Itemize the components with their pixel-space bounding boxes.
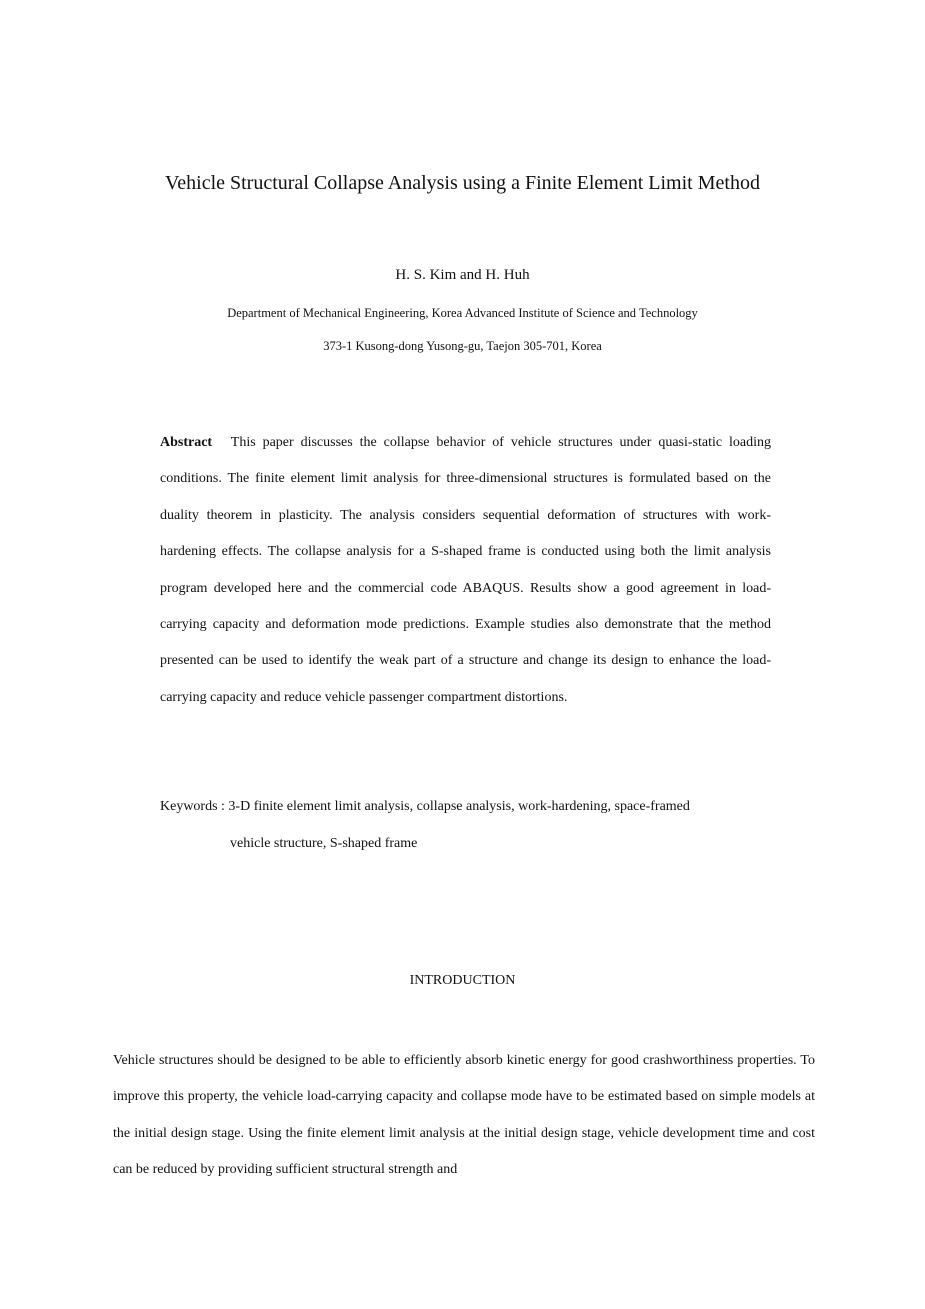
keywords-block [160, 789, 780, 862]
abstract-paragraph [160, 425, 771, 716]
author-names: H. S. Kim and H. Huh [395, 267, 530, 283]
keywords-line-1: Keywords : 3-D finite element limit analysis, collapse analysis, work-hardening, space-framed [160, 799, 690, 814]
introduction-paragraph: Vehicle structures should be designed to be able to efficiently absorb kinetic energy for good crashworthiness properties. To improve this property, the vehicle load-carrying capacity and collapse mode have to be estimated based on simple models at the initial design stage. Using the finite element limit analysis at the initial design stage, vehicle development time and cost can be reduced by providing sufficient structural strength and [113, 1053, 815, 1178]
introduction-heading: INTRODUCTION [409, 973, 516, 988]
keywords-line-2: vehicle structure, S-shaped frame [230, 835, 418, 851]
abstract-label: Abstract [160, 435, 213, 450]
abstract-text: This paper discusses the collapse behavior of vehicle structures under quasi-static loading conditions. The finite element limit analysis for three-dimensional structures is formulated based on the duality theorem in plasticity. The analysis considers sequential deformation of structures with work-hardening effects. The collapse analysis for a S-shaped frame is conducted using both the limit analysis program developed here and the commercial code ABAQUS. Results show a good agreement in load-carrying capacity and deformation mode predictions. Example studies also demonstrate that the method presented can be used to identify the weak part of a structure and change its design to enhance the load-carrying capacity and reduce vehicle passenger compartment distortions. [160, 435, 772, 705]
affiliation-address: 373-1 Kusong-dong Yusong-gu, Taejon 305-701, Korea [323, 339, 602, 353]
affiliation-department: Department of Mechanical Engineering, Korea Advanced Institute of Science and Technology [227, 306, 698, 320]
paper-title: Vehicle Structural Collapse Analysis using a Finite Element Limit Method [165, 172, 760, 194]
